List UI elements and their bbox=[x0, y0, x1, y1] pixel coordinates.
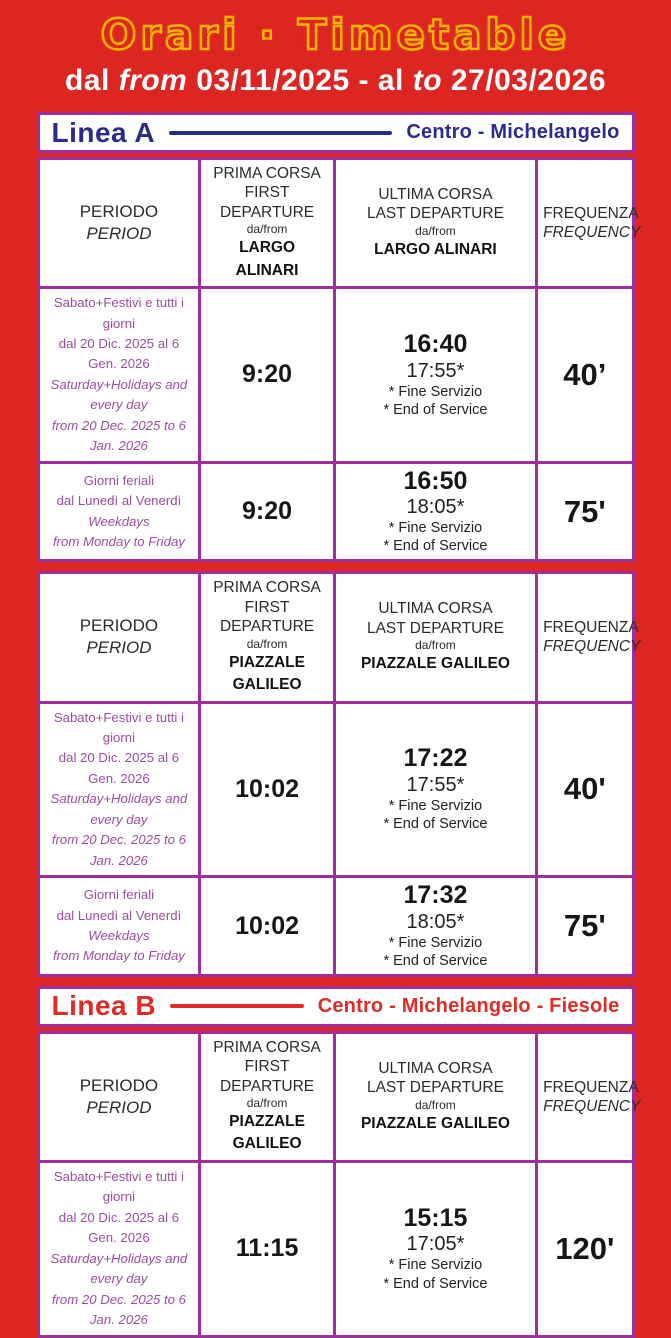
period-line: Saturday+Holidays and every day bbox=[50, 376, 188, 413]
footnote-en: * End of Service bbox=[383, 1275, 488, 1292]
line-b-dash bbox=[170, 1004, 304, 1008]
header-periodo-it: PERIODO bbox=[79, 616, 159, 636]
table-row-weekend bbox=[38, 702, 633, 877]
header-last-stop-name: PIAZZALE GALILEO bbox=[360, 655, 510, 673]
header-first-stop-name: PIAZZALE GALILEO bbox=[229, 1113, 305, 1153]
line-b-route: Centro - Michelangelo - Fiesole bbox=[317, 994, 620, 1017]
period-cell bbox=[38, 702, 200, 877]
last-departure-time: 17:32 bbox=[403, 881, 468, 910]
line-a-section-header bbox=[37, 112, 635, 153]
line-a-label: Linea A bbox=[51, 116, 156, 148]
header-da-from: da/from bbox=[246, 1096, 288, 1110]
period-cell bbox=[38, 462, 200, 561]
table-header-row bbox=[38, 159, 633, 288]
period-line: dal 20 Dic. 2025 al 6 Gen. 2026 bbox=[58, 1209, 180, 1246]
frequency-value: 40’ bbox=[537, 288, 633, 463]
line-a-dash bbox=[169, 131, 392, 135]
header-ultima-corsa-it: ULTIMA CORSA bbox=[378, 1059, 493, 1077]
last-departure-time: 15:15 bbox=[403, 1203, 468, 1232]
header-prima-corsa-en: FIRST DEPARTURE bbox=[219, 598, 315, 636]
table-row-weekend bbox=[38, 288, 633, 463]
header-periodo bbox=[38, 573, 200, 702]
table-row-weekday bbox=[38, 462, 633, 561]
table-header-row bbox=[38, 573, 633, 702]
header-last-stop-name: PIAZZALE GALILEO bbox=[360, 1114, 510, 1132]
frequency-value: 75' bbox=[537, 462, 633, 561]
period-line: Sabato+Festivi e tutti i giorni bbox=[53, 1168, 184, 1205]
line-b-label: Linea B bbox=[51, 990, 157, 1022]
last-departure-alt-time: 17:55* bbox=[406, 359, 465, 382]
period-line: Sabato+Festivi e tutti i giorni bbox=[53, 709, 184, 745]
subtitle-dal: dal bbox=[64, 64, 110, 97]
header-periodo-en: PERIOD bbox=[86, 1097, 152, 1117]
period-line: Sabato+Festivi e tutti i giorni bbox=[53, 295, 184, 331]
timetable-poster bbox=[0, 10, 671, 1338]
frequency-value: 120' bbox=[537, 1161, 633, 1336]
header-periodo-it: PERIODO bbox=[79, 201, 159, 221]
footnote-en: * End of Service bbox=[383, 538, 488, 555]
header-frequenza-en: FREQUENCY bbox=[543, 224, 641, 242]
header-da-from: da/from bbox=[246, 636, 288, 651]
last-departure-alt-time: 18:05* bbox=[406, 910, 465, 933]
poster-title: Orari · Timetable bbox=[100, 10, 571, 59]
subtitle-from: from bbox=[118, 64, 188, 97]
first-departure-time: 10:02 bbox=[200, 702, 334, 877]
subtitle-date-end: 27/03/2026 bbox=[450, 64, 607, 97]
first-departure-time: 10:02 bbox=[200, 877, 334, 976]
header-ultima-corsa-en: LAST DEPARTURE bbox=[366, 619, 504, 637]
period-line: Giorni feriali bbox=[83, 887, 155, 903]
timetable-line-b-piazzale-galileo bbox=[37, 1031, 641, 1338]
header-frequenza-it: FREQUENZA bbox=[543, 204, 639, 222]
timetable-line-a-piazzale-galileo bbox=[37, 571, 641, 976]
last-departure-cell bbox=[334, 877, 536, 976]
footnote-en: * End of Service bbox=[383, 816, 488, 833]
period-cell bbox=[38, 1161, 200, 1336]
last-departure-cell bbox=[334, 288, 536, 463]
last-departure-time: 16:50 bbox=[403, 466, 468, 495]
footnote-it: * Fine Servizio bbox=[388, 934, 483, 951]
frequency-value: 75' bbox=[537, 877, 633, 976]
period-line: from Monday to Friday bbox=[52, 948, 185, 964]
period-cell bbox=[38, 877, 200, 976]
header-prima-corsa-en: FIRST DEPARTURE bbox=[219, 184, 315, 221]
footnote-it: * Fine Servizio bbox=[388, 797, 483, 814]
period-line: from 20 Dec. 2025 to 6 Jan. 2026 bbox=[51, 1291, 186, 1328]
header-prima-corsa-en: FIRST DEPARTURE bbox=[219, 1058, 315, 1095]
header-prima-corsa bbox=[200, 1032, 334, 1161]
line-b-section-header bbox=[37, 986, 635, 1027]
header-periodo-en: PERIOD bbox=[86, 638, 152, 658]
line-a-route: Centro - Michelangelo bbox=[406, 121, 620, 143]
header-ultima-corsa bbox=[334, 1032, 536, 1161]
last-departure-time: 16:40 bbox=[403, 330, 468, 358]
footnote-en: * End of Service bbox=[383, 952, 488, 969]
period-line: Giorni feriali bbox=[83, 472, 155, 488]
header-frequenza bbox=[537, 159, 641, 288]
first-departure-time: 9:20 bbox=[200, 288, 334, 463]
header-prima-corsa-it: PRIMA CORSA bbox=[213, 579, 321, 597]
last-departure-cell bbox=[334, 1161, 536, 1336]
last-departure-time: 17:22 bbox=[403, 744, 468, 773]
header-prima-corsa-it: PRIMA CORSA bbox=[213, 1038, 321, 1056]
period-line: dal 20 Dic. 2025 al 6 Gen. 2026 bbox=[58, 750, 180, 786]
period-line: dal 20 Dic. 2025 al 6 Gen. 2026 bbox=[58, 335, 180, 372]
header-da-from: da/from bbox=[415, 1097, 456, 1112]
header-first-stop-name: PIAZZALE GALILEO bbox=[229, 653, 305, 694]
header-last-stop-name: LARGO ALINARI bbox=[374, 240, 497, 258]
last-departure-cell bbox=[334, 462, 536, 561]
period-line: Weekdays bbox=[88, 513, 150, 529]
header-ultima-corsa bbox=[334, 159, 536, 288]
header-periodo bbox=[38, 1032, 200, 1161]
period-line: from 20 Dec. 2025 to 6 Jan. 2026 bbox=[51, 832, 186, 868]
header-prima-corsa-it: PRIMA CORSA bbox=[213, 165, 321, 182]
subtitle-dates-mid: 03/11/2025 - al bbox=[196, 64, 404, 97]
last-departure-alt-time: 18:05* bbox=[406, 496, 465, 519]
footnote-it: * Fine Servizio bbox=[388, 520, 483, 537]
period-line: Weekdays bbox=[88, 928, 150, 943]
header-periodo-it: PERIODO bbox=[79, 1075, 159, 1095]
period-cell bbox=[38, 288, 200, 463]
header-frequenza-en: FREQUENCY bbox=[543, 1097, 641, 1115]
footnote-en: * End of Service bbox=[383, 401, 488, 418]
header-frequenza-en: FREQUENCY bbox=[543, 638, 641, 656]
header-periodo-en: PERIOD bbox=[86, 224, 152, 244]
header-da-from: da/from bbox=[415, 638, 456, 653]
header-periodo bbox=[38, 159, 200, 288]
header-frequenza-it: FREQUENZA bbox=[543, 1078, 639, 1096]
header-ultima-corsa bbox=[334, 573, 536, 702]
period-line: from 20 Dec. 2025 to 6 Jan. 2026 bbox=[51, 417, 186, 454]
timetable-line-a-largo-alinari bbox=[37, 157, 641, 562]
table-row-weekday bbox=[38, 877, 633, 976]
header-ultima-corsa-en: LAST DEPARTURE bbox=[366, 205, 504, 223]
period-line: Saturday+Holidays and every day bbox=[50, 791, 188, 827]
header-frequenza bbox=[537, 573, 641, 702]
period-line: from Monday to Friday bbox=[52, 534, 185, 550]
header-first-stop-name: LARGO ALINARI bbox=[235, 239, 299, 279]
period-line: dal Lunedì al Venerdì bbox=[56, 493, 182, 509]
footnote-it: * Fine Servizio bbox=[388, 1257, 483, 1274]
header-da-from: da/from bbox=[415, 223, 456, 238]
header-frequenza-it: FREQUENZA bbox=[543, 619, 639, 637]
header-ultima-corsa-it: ULTIMA CORSA bbox=[378, 600, 493, 618]
footnote-it: * Fine Servizio bbox=[388, 383, 483, 400]
table-header-row bbox=[38, 1032, 633, 1161]
header-ultima-corsa-it: ULTIMA CORSA bbox=[378, 185, 493, 203]
last-departure-alt-time: 17:05* bbox=[406, 1233, 465, 1256]
last-departure-alt-time: 17:55* bbox=[406, 773, 465, 796]
frequency-value: 40' bbox=[537, 702, 633, 877]
header-prima-corsa bbox=[200, 573, 334, 702]
last-departure-cell bbox=[334, 702, 536, 877]
header-frequenza bbox=[537, 1032, 641, 1161]
period-line: dal Lunedì al Venerdì bbox=[56, 907, 182, 923]
header-prima-corsa bbox=[200, 159, 334, 288]
subtitle-to: to bbox=[412, 64, 443, 97]
first-departure-time: 11:15 bbox=[200, 1161, 334, 1336]
period-line: Saturday+Holidays and every day bbox=[50, 1250, 188, 1287]
first-departure-time: 9:20 bbox=[200, 462, 334, 561]
header-da-from: da/from bbox=[246, 222, 288, 237]
header-ultima-corsa-en: LAST DEPARTURE bbox=[366, 1079, 504, 1097]
table-row-weekend bbox=[38, 1161, 633, 1336]
validity-subtitle bbox=[0, 60, 671, 102]
